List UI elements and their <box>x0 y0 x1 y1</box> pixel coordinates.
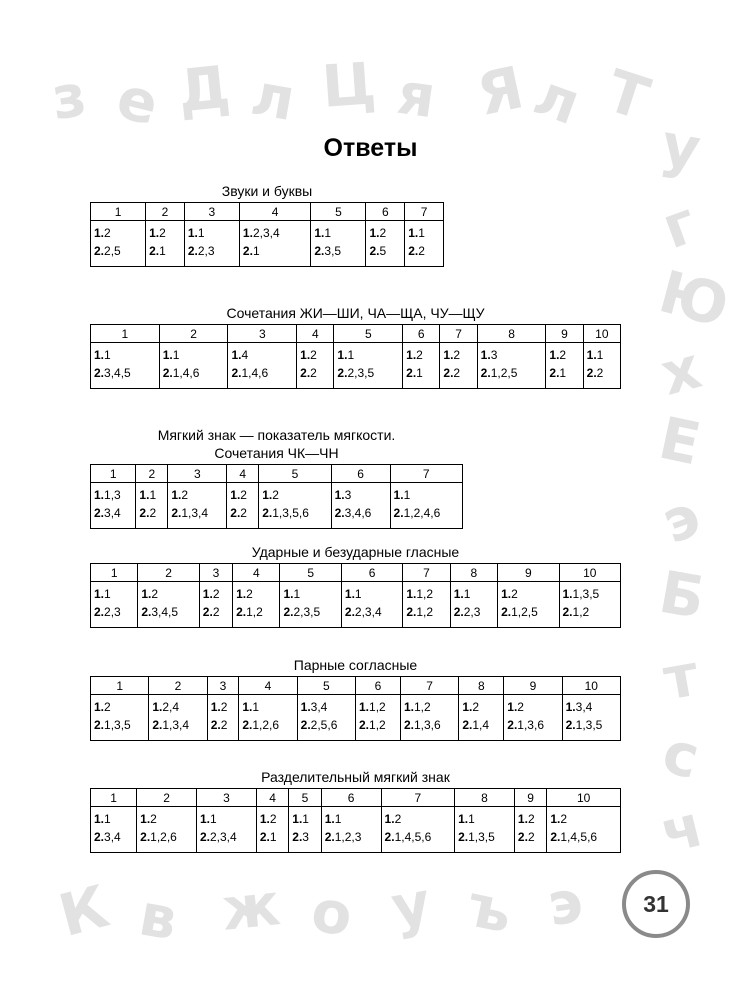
answer-line: 1.2 <box>550 812 568 826</box>
answer-line: 1.1 <box>199 812 217 826</box>
answer-line: 1.1,3,5 <box>562 587 600 601</box>
answer-line: 2.5 <box>369 244 387 258</box>
background-letter: К <box>52 872 116 950</box>
background-letter: т <box>658 640 704 714</box>
caption-line: Ударные и безударные гласные <box>251 544 460 560</box>
table-header-cell: 4 <box>233 564 280 582</box>
table-header-cell: 2 <box>137 789 197 807</box>
answer-line: 2.3,4,6 <box>334 506 372 520</box>
answer-line: 2.1,2,4,6 <box>393 506 441 520</box>
table-header-row <box>91 789 621 807</box>
table-row <box>91 221 444 267</box>
answer-line: 1.1,2 <box>403 700 431 714</box>
background-letter: Б <box>654 557 710 633</box>
table-header-cell: 8 <box>450 564 497 582</box>
answer-line: 1.1 <box>458 812 475 826</box>
background-letter: э <box>543 866 587 940</box>
answer-cell <box>239 221 310 267</box>
table-header-cell: 1 <box>91 677 149 695</box>
answer-line: 1.1 <box>393 488 411 502</box>
table-caption-paired-consonants <box>90 656 621 674</box>
answer-line: 1.2 <box>549 348 567 362</box>
answer-line: 1.1 <box>292 812 309 826</box>
table-header-cell: 5 <box>297 677 355 695</box>
answer-cell <box>228 343 297 389</box>
answer-line: 1.2,3,4 <box>242 226 280 240</box>
answer-line: 1.3,4 <box>300 700 328 714</box>
background-letter: у <box>656 110 706 184</box>
background-letter: Т <box>598 56 658 134</box>
answer-line: 1.1 <box>344 587 362 601</box>
answer-cell <box>366 221 405 267</box>
answer-line: 1.2 <box>507 700 524 714</box>
table-header-cell: 8 <box>455 789 515 807</box>
answer-line: 2.2,3 <box>187 244 215 258</box>
table-row <box>91 807 621 853</box>
table-header-cell: 6 <box>356 677 401 695</box>
answer-line: 2.1 <box>549 366 567 380</box>
answer-line: 2.1,2,5 <box>480 366 518 380</box>
table-header-cell: 1 <box>91 789 137 807</box>
answer-line: 1.1 <box>314 226 332 240</box>
answer-cell <box>562 695 620 741</box>
answer-line: 1.1 <box>94 812 111 826</box>
answer-line: 1.2 <box>501 587 518 601</box>
answer-line: 1.2 <box>262 488 279 502</box>
answer-line: 2.1,2,3 <box>324 830 362 844</box>
table-header-cell: 2 <box>138 564 199 582</box>
answer-line: 2.3,4,5 <box>94 366 131 380</box>
background-letter: л <box>246 59 301 135</box>
answer-cell <box>159 343 228 389</box>
answer-line: 1.1 <box>94 587 111 601</box>
answer-cell <box>455 807 515 853</box>
answer-line: 1.2 <box>259 812 277 826</box>
table-header-cell: 3 <box>184 203 239 221</box>
answer-line: 1.1 <box>324 812 342 826</box>
answer-cell <box>440 343 477 389</box>
answer-line: 1.1 <box>94 348 111 362</box>
answer-cell <box>207 695 239 741</box>
answers-table-soft-sign <box>90 464 463 529</box>
answers-table-zhi-shi <box>90 324 621 389</box>
table-row <box>91 343 621 389</box>
answer-line: 2.1,2,6 <box>242 718 280 732</box>
caption-line: Звуки и буквы <box>221 183 313 199</box>
answer-line: 2.2 <box>517 830 535 844</box>
answer-cell <box>184 221 239 267</box>
answer-line: 2.3,4 <box>94 506 121 520</box>
answer-line: 2.1 <box>406 366 423 380</box>
answer-line: 1.2 <box>141 587 159 601</box>
page-number: 31 <box>622 870 690 938</box>
answer-cell <box>459 695 504 741</box>
answer-cell <box>227 483 259 529</box>
answer-cell <box>289 807 321 853</box>
answer-cell <box>514 807 546 853</box>
answer-line: 1.2,4 <box>152 700 180 714</box>
table-header-row <box>91 677 621 695</box>
answer-line: 2.2 <box>210 718 228 732</box>
answers-table-sounds-letters <box>90 202 444 267</box>
answers-table-paired-consonants <box>90 676 621 741</box>
table-header-cell: 10 <box>547 789 621 807</box>
answer-cell <box>91 807 137 853</box>
page-title: Ответы <box>323 134 418 162</box>
background-letter: х <box>653 333 708 409</box>
answer-cell <box>297 695 355 741</box>
answer-cell <box>137 807 197 853</box>
answer-cell <box>546 343 583 389</box>
background-letter: э <box>653 481 709 557</box>
answer-cell <box>334 343 403 389</box>
answer-cell <box>321 807 381 853</box>
answer-cell <box>311 221 366 267</box>
table-header-cell: 3 <box>207 677 239 695</box>
answer-line: 2.3,4,5 <box>141 605 179 619</box>
answer-cell <box>91 343 160 389</box>
answer-line: 1.1 <box>242 700 260 714</box>
answer-line: 1.3 <box>480 348 498 362</box>
table-header-cell: 6 <box>403 325 440 343</box>
table-row <box>91 483 463 529</box>
answer-line: 2.3,5 <box>314 244 342 258</box>
table-header-cell: 5 <box>334 325 403 343</box>
answer-line: 2.2 <box>230 506 247 520</box>
answer-line: 1.2 <box>462 700 480 714</box>
answer-line: 1.1,2 <box>359 700 386 714</box>
table-header-cell: 6 <box>341 564 402 582</box>
answer-cell <box>331 483 390 529</box>
background-letter: Е <box>653 403 707 479</box>
table-header-cell: 3 <box>168 465 227 483</box>
answer-line: 2.1,3,5 <box>458 830 495 844</box>
answer-line: 1.1 <box>187 226 205 240</box>
answer-cell <box>583 343 620 389</box>
answer-line: 2.1,2,6 <box>140 830 177 844</box>
table-caption-separating-soft-sign <box>90 768 621 786</box>
answer-line: 2.1,3,6 <box>403 718 441 732</box>
table-header-cell: 5 <box>259 465 331 483</box>
table-header-row <box>91 564 621 582</box>
table-header-cell: 6 <box>321 789 381 807</box>
caption-line: Сочетания ЖИ—ШИ, ЧА—ЩА, ЧУ—ЩУ <box>226 305 485 321</box>
table-header-cell: 8 <box>477 325 546 343</box>
answer-line: 1.1 <box>408 226 425 240</box>
answer-cell <box>498 582 559 628</box>
table-row <box>91 582 621 628</box>
background-letter: у <box>386 868 436 942</box>
answers-table-separating-soft-sign <box>90 788 621 853</box>
background-letter: е <box>110 63 165 139</box>
caption-line: Мягкий знак — показатель мягкости. <box>157 427 396 443</box>
answer-cell <box>91 221 146 267</box>
table-caption-soft-sign <box>90 426 463 462</box>
table-header-cell: 4 <box>256 789 288 807</box>
background-letter: л <box>525 59 589 139</box>
background-letter: з <box>47 60 91 134</box>
answer-cell <box>504 695 562 741</box>
table-header-cell: 8 <box>459 677 504 695</box>
table-header-cell: 1 <box>91 325 160 343</box>
table-header-cell: 7 <box>440 325 477 343</box>
answer-line: 1.2 <box>202 587 220 601</box>
answer-line: 2.2 <box>408 244 425 258</box>
answer-cell <box>390 483 462 529</box>
answer-line: 1.1 <box>337 348 355 362</box>
answer-line: 1.1 <box>453 587 471 601</box>
table-header-cell: 7 <box>381 789 455 807</box>
answer-line: 2.1,4,6 <box>162 366 200 380</box>
answer-line: 2.1,2 <box>562 605 590 619</box>
answer-line: 2.1 <box>259 830 277 844</box>
answer-line: 2.1 <box>242 244 260 258</box>
table-header-row <box>91 203 444 221</box>
answer-line: 2.1,3,6 <box>507 718 544 732</box>
answer-line: 1.1 <box>139 488 157 502</box>
answer-cell <box>149 695 207 741</box>
table-header-cell: 10 <box>559 564 621 582</box>
answer-line: 1.1 <box>162 348 180 362</box>
table-caption-sounds-letters <box>90 182 444 200</box>
answer-line: 1.2 <box>300 348 317 362</box>
answer-cell <box>91 695 149 741</box>
table-header-cell: 3 <box>199 564 232 582</box>
background-letter: я <box>393 58 440 132</box>
table-header-cell: 5 <box>289 789 321 807</box>
table-header-cell: 6 <box>366 203 405 221</box>
answer-cell <box>381 807 455 853</box>
answer-line: 1.3 <box>334 488 352 502</box>
answer-line: 1.2 <box>236 587 253 601</box>
answer-cell <box>256 807 288 853</box>
answer-line: 2.1,4,6 <box>231 366 269 380</box>
answer-cell <box>91 582 138 628</box>
background-letter: о <box>307 876 357 950</box>
answer-line: 2.2,5,6 <box>300 718 338 732</box>
answer-line: 2.1,3,5 <box>565 718 603 732</box>
answer-cell <box>477 343 546 389</box>
table-header-cell: 10 <box>583 325 620 343</box>
table-header-cell: 4 <box>227 465 259 483</box>
table-header-cell: 4 <box>239 203 310 221</box>
table-header-cell: 5 <box>280 564 341 582</box>
table-header-cell: 3 <box>196 789 256 807</box>
answer-line: 2.2,3,4 <box>344 605 382 619</box>
answer-line: 2.1,4,5,6 <box>384 830 432 844</box>
answer-cell <box>136 483 168 529</box>
answer-line: 1.2 <box>369 226 387 240</box>
answer-cell <box>547 807 621 853</box>
table-row <box>91 695 621 741</box>
table-header-cell: 9 <box>514 789 546 807</box>
answer-cell <box>405 221 444 267</box>
answer-line: 2.2 <box>586 366 604 380</box>
answer-cell <box>199 582 232 628</box>
answer-line: 1.1 <box>283 587 301 601</box>
table-header-cell: 3 <box>228 325 297 343</box>
answer-line: 1.2 <box>171 488 189 502</box>
answer-line: 1.1 <box>586 348 604 362</box>
background-letter: Я <box>471 53 530 129</box>
answer-cell <box>196 807 256 853</box>
background-letter: Ю <box>652 257 736 341</box>
answer-line: 1.2 <box>210 700 228 714</box>
answer-cell <box>341 582 402 628</box>
answer-cell <box>168 483 227 529</box>
answer-cell <box>239 695 297 741</box>
answer-line: 2.3 <box>292 830 309 844</box>
answer-line: 2.1,3,4 <box>171 506 209 520</box>
table-header-cell: 2 <box>149 677 207 695</box>
answer-cell <box>259 483 331 529</box>
answer-cell <box>400 695 458 741</box>
table-header-row <box>91 465 463 483</box>
caption-line: Разделительный мягкий знак <box>261 769 450 785</box>
background-letter: в <box>134 880 183 954</box>
answers-table-stressed-vowels <box>90 563 621 628</box>
background-letter: ъ <box>461 871 519 947</box>
answer-line: 2.1,3,5,6 <box>262 506 309 520</box>
table-header-cell: 1 <box>91 465 136 483</box>
table-header-cell: 7 <box>400 677 458 695</box>
answer-line: 1.1,2 <box>406 587 434 601</box>
background-letter: с <box>656 717 707 793</box>
answer-line: 2.1 <box>149 244 166 258</box>
background-letter: ж <box>218 870 284 944</box>
table-caption-stressed-vowels <box>90 543 621 561</box>
table-header-cell: 9 <box>498 564 559 582</box>
table-header-cell: 7 <box>390 465 462 483</box>
answer-line: 2.2 <box>202 605 220 619</box>
background-letter: г <box>653 187 706 263</box>
background-letter: Д <box>174 52 234 126</box>
answer-line: 1.1,3 <box>94 488 121 502</box>
answer-line: 1.3,4 <box>565 700 593 714</box>
answer-cell <box>403 343 440 389</box>
answer-line: 2.1,2 <box>236 605 263 619</box>
answer-line: 1.2 <box>140 812 157 826</box>
table-header-row <box>91 325 621 343</box>
answer-line: 2.2,3,4 <box>199 830 237 844</box>
table-header-cell: 7 <box>403 564 450 582</box>
answer-cell <box>356 695 401 741</box>
answer-cell <box>233 582 280 628</box>
answer-line: 2.1,2 <box>406 605 434 619</box>
table-header-cell: 2 <box>159 325 228 343</box>
table-header-cell: 7 <box>405 203 444 221</box>
answer-line: 1.2 <box>149 226 166 240</box>
answer-line: 2.2,3 <box>453 605 481 619</box>
table-header-cell: 4 <box>297 325 334 343</box>
answer-line: 1.2 <box>406 348 423 362</box>
table-header-cell: 4 <box>239 677 297 695</box>
answer-cell <box>297 343 334 389</box>
answer-cell <box>138 582 199 628</box>
answer-line: 2.2,3 <box>94 605 121 619</box>
table-header-cell: 9 <box>504 677 562 695</box>
answer-cell <box>559 582 621 628</box>
answer-line: 2.1,2 <box>359 718 386 732</box>
answer-line: 1.2 <box>94 226 111 240</box>
answer-line: 1.2 <box>517 812 535 826</box>
table-header-cell: 2 <box>146 203 185 221</box>
table-header-cell: 5 <box>311 203 366 221</box>
answer-line: 2.2 <box>443 366 461 380</box>
answer-line: 2.1,2,5 <box>501 605 538 619</box>
answer-line: 2.1,4 <box>462 718 490 732</box>
caption-line: Парные согласные <box>293 657 418 673</box>
background-letter: Ц <box>319 49 379 121</box>
answer-line: 1.4 <box>231 348 249 362</box>
answer-cell <box>280 582 341 628</box>
answer-line: 2.2 <box>300 366 317 380</box>
table-header-cell: 1 <box>91 564 138 582</box>
answer-cell <box>450 582 497 628</box>
table-header-cell: 10 <box>562 677 620 695</box>
answer-line: 1.2 <box>384 812 402 826</box>
table-caption-zhi-shi <box>90 304 621 322</box>
caption-line: Сочетания ЧК—ЧН <box>214 445 339 461</box>
answer-line: 2.2,3,5 <box>283 605 321 619</box>
answer-line: 2.1,3,5 <box>94 718 131 732</box>
background-letter: ч <box>654 791 710 867</box>
answer-line: 2.2,5 <box>94 244 121 258</box>
table-header-cell: 1 <box>91 203 146 221</box>
table-header-cell: 9 <box>546 325 583 343</box>
answer-line: 2.1,4,5,6 <box>550 830 598 844</box>
table-header-cell: 6 <box>331 465 390 483</box>
answer-line: 1.2 <box>230 488 247 502</box>
answer-line: 2.2 <box>139 506 157 520</box>
answer-line: 2.2,3,5 <box>337 366 375 380</box>
answer-cell <box>91 483 136 529</box>
answer-cell <box>146 221 185 267</box>
answer-cell <box>403 582 450 628</box>
answer-line: 2.1,3,4 <box>152 718 190 732</box>
table-header-cell: 2 <box>136 465 168 483</box>
answer-line: 1.2 <box>94 700 111 714</box>
answer-line: 2.3,4 <box>94 830 121 844</box>
answer-line: 1.2 <box>443 348 461 362</box>
